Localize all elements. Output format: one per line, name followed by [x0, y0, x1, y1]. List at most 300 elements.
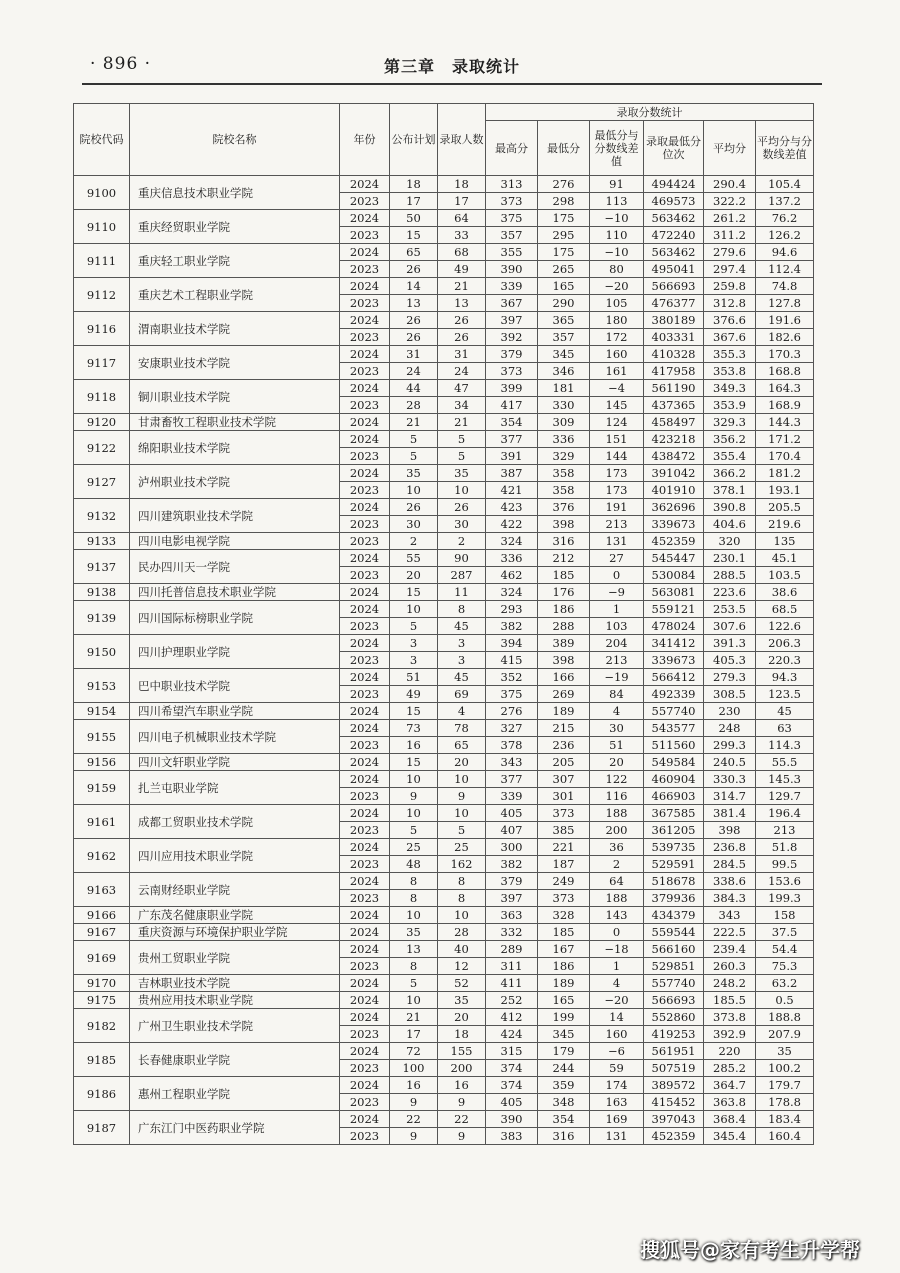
- cell-avg-diff: 0.5: [756, 992, 814, 1009]
- cell-max: 327: [486, 720, 538, 737]
- cell-min: 212: [538, 550, 590, 567]
- cell-avg: 220: [704, 1043, 756, 1060]
- cell-max: 383: [486, 1128, 538, 1145]
- school-code: 9153: [74, 669, 130, 703]
- cell-avg: 314.7: [704, 788, 756, 805]
- cell-max: 377: [486, 771, 538, 788]
- cell-max: 339: [486, 788, 538, 805]
- cell-avg-diff: 188.8: [756, 1009, 814, 1026]
- school-name: 四川托普信息技术职业学院: [130, 584, 340, 601]
- cell-enrolled: 162: [438, 856, 486, 873]
- cell-year: 2023: [340, 686, 390, 703]
- watermark: 搜狐号@家有考生升学帮: [640, 1238, 860, 1262]
- cell-min-diff: −10: [590, 210, 644, 227]
- cell-max: 379: [486, 346, 538, 363]
- cell-min: 373: [538, 805, 590, 822]
- cell-avg-diff: 105.4: [756, 176, 814, 193]
- cell-min: 385: [538, 822, 590, 839]
- cell-min-diff: 51: [590, 737, 644, 754]
- cell-min-rank: 466903: [644, 788, 704, 805]
- cell-min: 348: [538, 1094, 590, 1111]
- cell-max: 289: [486, 941, 538, 958]
- cell-min-diff: 105: [590, 295, 644, 312]
- cell-enrolled: 10: [438, 482, 486, 499]
- cell-min: 186: [538, 958, 590, 975]
- cell-enrolled: 13: [438, 295, 486, 312]
- cell-avg-diff: 122.6: [756, 618, 814, 635]
- school-code: 9156: [74, 754, 130, 771]
- cell-year: 2023: [340, 363, 390, 380]
- cell-min-diff: 213: [590, 516, 644, 533]
- cell-min-rank: 478024: [644, 618, 704, 635]
- cell-min-rank: 452359: [644, 1128, 704, 1145]
- cell-min: 330: [538, 397, 590, 414]
- school-code: 9182: [74, 1009, 130, 1043]
- cell-enrolled: 40: [438, 941, 486, 958]
- cell-avg-diff: 54.4: [756, 941, 814, 958]
- school-name: 扎兰屯职业学院: [130, 771, 340, 805]
- cell-year: 2023: [340, 329, 390, 346]
- cell-min-diff: 84: [590, 686, 644, 703]
- cell-min-rank: 410328: [644, 346, 704, 363]
- cell-avg-diff: 205.5: [756, 499, 814, 516]
- cell-min-rank: 367585: [644, 805, 704, 822]
- cell-min: 186: [538, 601, 590, 618]
- cell-avg: 392.9: [704, 1026, 756, 1043]
- school-name: 甘肃畜牧工程职业技术学院: [130, 414, 340, 431]
- cell-enrolled: 26: [438, 312, 486, 329]
- cell-enrolled: 65: [438, 737, 486, 754]
- cell-avg: 373.8: [704, 1009, 756, 1026]
- cell-min-diff: 27: [590, 550, 644, 567]
- cell-min-rank: 566412: [644, 669, 704, 686]
- cell-plan: 10: [390, 482, 438, 499]
- cell-max: 375: [486, 686, 538, 703]
- cell-year: 2023: [340, 533, 390, 550]
- school-name: 安康职业技术学院: [130, 346, 340, 380]
- school-code: 9133: [74, 533, 130, 550]
- cell-max: 367: [486, 295, 538, 312]
- cell-plan: 13: [390, 295, 438, 312]
- school-code: 9150: [74, 635, 130, 669]
- cell-min-diff: 173: [590, 482, 644, 499]
- cell-avg: 390.8: [704, 499, 756, 516]
- cell-max: 405: [486, 1094, 538, 1111]
- cell-min-diff: −6: [590, 1043, 644, 1060]
- cell-avg-diff: 158: [756, 907, 814, 924]
- table-row: [74, 635, 814, 652]
- cell-max: 421: [486, 482, 538, 499]
- table-row: [74, 1009, 814, 1026]
- cell-min: 215: [538, 720, 590, 737]
- col-header-avg: 平均分: [704, 121, 756, 176]
- cell-plan: 26: [390, 261, 438, 278]
- cell-avg-diff: 160.4: [756, 1128, 814, 1145]
- cell-min-diff: 180: [590, 312, 644, 329]
- cell-min: 221: [538, 839, 590, 856]
- school-code: 9120: [74, 414, 130, 431]
- page-number: · 896 ·: [90, 54, 152, 74]
- cell-min: 316: [538, 1128, 590, 1145]
- cell-min-rank: 495041: [644, 261, 704, 278]
- cell-year: 2024: [340, 1077, 390, 1094]
- school-code: 9111: [74, 244, 130, 278]
- cell-avg: 355.3: [704, 346, 756, 363]
- cell-min-diff: 174: [590, 1077, 644, 1094]
- page-header: [82, 52, 822, 86]
- cell-avg: 353.9: [704, 397, 756, 414]
- cell-year: 2023: [340, 448, 390, 465]
- cell-avg: 404.6: [704, 516, 756, 533]
- col-header-enrolled: 录取人数: [438, 104, 486, 176]
- cell-min-diff: 188: [590, 890, 644, 907]
- cell-year: 2023: [340, 295, 390, 312]
- school-name: 四川电子机械职业技术学院: [130, 720, 340, 754]
- cell-avg: 353.8: [704, 363, 756, 380]
- cell-enrolled: 45: [438, 618, 486, 635]
- cell-min: 316: [538, 533, 590, 550]
- cell-year: 2023: [340, 1026, 390, 1043]
- cell-enrolled: 155: [438, 1043, 486, 1060]
- cell-plan: 35: [390, 924, 438, 941]
- cell-min: 329: [538, 448, 590, 465]
- cell-min: 236: [538, 737, 590, 754]
- cell-enrolled: 47: [438, 380, 486, 397]
- cell-min: 309: [538, 414, 590, 431]
- cell-plan: 26: [390, 499, 438, 516]
- cell-avg-diff: 144.3: [756, 414, 814, 431]
- cell-plan: 2: [390, 533, 438, 550]
- cell-enrolled: 52: [438, 975, 486, 992]
- school-code: 9166: [74, 907, 130, 924]
- cell-plan: 44: [390, 380, 438, 397]
- cell-avg: 288.5: [704, 567, 756, 584]
- cell-min-rank: 552860: [644, 1009, 704, 1026]
- cell-plan: 21: [390, 414, 438, 431]
- school-name: 铜川职业技术学院: [130, 380, 340, 414]
- cell-avg-diff: 171.2: [756, 431, 814, 448]
- cell-min: 179: [538, 1043, 590, 1060]
- cell-year: 2024: [340, 414, 390, 431]
- col-header-min: 最低分: [538, 121, 590, 176]
- cell-min-diff: 160: [590, 1026, 644, 1043]
- cell-min-rank: 438472: [644, 448, 704, 465]
- cell-min: 187: [538, 856, 590, 873]
- cell-enrolled: 45: [438, 669, 486, 686]
- table-row: [74, 210, 814, 227]
- cell-min: 290: [538, 295, 590, 312]
- cell-plan: 5: [390, 618, 438, 635]
- cell-min-diff: 64: [590, 873, 644, 890]
- cell-max: 377: [486, 431, 538, 448]
- cell-avg: 259.8: [704, 278, 756, 295]
- cell-plan: 72: [390, 1043, 438, 1060]
- cell-min-rank: 397043: [644, 1111, 704, 1128]
- cell-min-rank: 494424: [644, 176, 704, 193]
- cell-avg: 248: [704, 720, 756, 737]
- cell-avg-diff: 178.8: [756, 1094, 814, 1111]
- cell-min-rank: 458497: [644, 414, 704, 431]
- cell-plan: 35: [390, 465, 438, 482]
- cell-min: 328: [538, 907, 590, 924]
- cell-year: 2024: [340, 584, 390, 601]
- cell-min: 165: [538, 992, 590, 1009]
- cell-min-diff: 103: [590, 618, 644, 635]
- school-name: 成都工贸职业技术学院: [130, 805, 340, 839]
- school-code: 9163: [74, 873, 130, 907]
- cell-min-rank: 566693: [644, 278, 704, 295]
- cell-max: 423: [486, 499, 538, 516]
- cell-enrolled: 2: [438, 533, 486, 550]
- cell-year: 2024: [340, 839, 390, 856]
- cell-enrolled: 8: [438, 890, 486, 907]
- table-row: [74, 499, 814, 516]
- school-code: 9117: [74, 346, 130, 380]
- col-header-year: 年份: [340, 104, 390, 176]
- cell-min-rank: 423218: [644, 431, 704, 448]
- table-row: [74, 941, 814, 958]
- cell-max: 399: [486, 380, 538, 397]
- cell-min-rank: 563462: [644, 210, 704, 227]
- cell-avg: 239.4: [704, 941, 756, 958]
- cell-avg: 230.1: [704, 550, 756, 567]
- cell-avg-diff: 213: [756, 822, 814, 839]
- cell-enrolled: 17: [438, 193, 486, 210]
- school-code: 9167: [74, 924, 130, 941]
- cell-max: 315: [486, 1043, 538, 1060]
- cell-enrolled: 8: [438, 873, 486, 890]
- cell-min: 345: [538, 346, 590, 363]
- header-rule: [82, 83, 822, 85]
- cell-avg-diff: 55.5: [756, 754, 814, 771]
- cell-max: 293: [486, 601, 538, 618]
- school-name: 广州卫生职业技术学院: [130, 1009, 340, 1043]
- table-row: [74, 431, 814, 448]
- cell-min: 354: [538, 1111, 590, 1128]
- school-code: 9162: [74, 839, 130, 873]
- cell-min: 189: [538, 975, 590, 992]
- cell-avg: 307.6: [704, 618, 756, 635]
- cell-min-diff: −19: [590, 669, 644, 686]
- cell-avg-diff: 182.6: [756, 329, 814, 346]
- cell-plan: 5: [390, 448, 438, 465]
- cell-year: 2023: [340, 1128, 390, 1145]
- cell-year: 2023: [340, 227, 390, 244]
- cell-min-diff: 173: [590, 465, 644, 482]
- cell-avg-diff: 123.5: [756, 686, 814, 703]
- cell-avg-diff: 135: [756, 533, 814, 550]
- table-row: [74, 414, 814, 431]
- cell-min-diff: 113: [590, 193, 644, 210]
- cell-avg-diff: 126.2: [756, 227, 814, 244]
- school-name: 云南财经职业学院: [130, 873, 340, 907]
- school-name: 重庆艺术工程职业学院: [130, 278, 340, 312]
- table-row: [74, 533, 814, 550]
- school-name: 巴中职业技术学院: [130, 669, 340, 703]
- cell-min: 176: [538, 584, 590, 601]
- cell-max: 407: [486, 822, 538, 839]
- cell-max: 374: [486, 1077, 538, 1094]
- cell-enrolled: 21: [438, 414, 486, 431]
- cell-avg-diff: 51.8: [756, 839, 814, 856]
- cell-enrolled: 28: [438, 924, 486, 941]
- cell-min: 359: [538, 1077, 590, 1094]
- cell-avg-diff: 206.3: [756, 635, 814, 652]
- cell-year: 2024: [340, 1043, 390, 1060]
- school-code: 9118: [74, 380, 130, 414]
- cell-year: 2024: [340, 941, 390, 958]
- cell-year: 2023: [340, 516, 390, 533]
- cell-max: 357: [486, 227, 538, 244]
- cell-min-diff: 122: [590, 771, 644, 788]
- cell-avg-diff: 191.6: [756, 312, 814, 329]
- cell-min-diff: 0: [590, 924, 644, 941]
- cell-enrolled: 8: [438, 601, 486, 618]
- cell-year: 2023: [340, 958, 390, 975]
- school-code: 9155: [74, 720, 130, 754]
- cell-min-rank: 434379: [644, 907, 704, 924]
- cell-enrolled: 21: [438, 278, 486, 295]
- cell-year: 2024: [340, 601, 390, 618]
- cell-year: 2024: [340, 771, 390, 788]
- cell-min: 205: [538, 754, 590, 771]
- cell-min: 276: [538, 176, 590, 193]
- school-code: 9154: [74, 703, 130, 720]
- cell-enrolled: 3: [438, 635, 486, 652]
- cell-plan: 15: [390, 584, 438, 601]
- cell-max: 354: [486, 414, 538, 431]
- school-name: 四川护理职业学院: [130, 635, 340, 669]
- cell-avg-diff: 114.3: [756, 737, 814, 754]
- cell-year: 2024: [340, 975, 390, 992]
- cell-avg: 398: [704, 822, 756, 839]
- cell-min: 358: [538, 482, 590, 499]
- cell-min-diff: 145: [590, 397, 644, 414]
- cell-max: 373: [486, 193, 538, 210]
- cell-min-rank: 437365: [644, 397, 704, 414]
- cell-year: 2024: [340, 380, 390, 397]
- cell-min-rank: 530084: [644, 567, 704, 584]
- cell-enrolled: 20: [438, 754, 486, 771]
- cell-plan: 30: [390, 516, 438, 533]
- cell-year: 2024: [340, 312, 390, 329]
- cell-plan: 26: [390, 312, 438, 329]
- cell-plan: 15: [390, 227, 438, 244]
- cell-min-diff: 131: [590, 1128, 644, 1145]
- cell-min-rank: 417958: [644, 363, 704, 380]
- school-name: 吉林职业技术学院: [130, 975, 340, 992]
- cell-year: 2023: [340, 737, 390, 754]
- cell-plan: 24: [390, 363, 438, 380]
- cell-min: 199: [538, 1009, 590, 1026]
- cell-enrolled: 3: [438, 652, 486, 669]
- cell-avg: 299.3: [704, 737, 756, 754]
- cell-avg: 355.4: [704, 448, 756, 465]
- cell-plan: 16: [390, 737, 438, 754]
- cell-min-rank: 561951: [644, 1043, 704, 1060]
- cell-avg: 230: [704, 703, 756, 720]
- cell-avg: 236.8: [704, 839, 756, 856]
- cell-avg-diff: 220.3: [756, 652, 814, 669]
- cell-min: 345: [538, 1026, 590, 1043]
- school-name: 广东茂名健康职业学院: [130, 907, 340, 924]
- cell-year: 2023: [340, 1060, 390, 1077]
- cell-avg: 240.5: [704, 754, 756, 771]
- cell-year: 2023: [340, 856, 390, 873]
- cell-min-diff: 116: [590, 788, 644, 805]
- cell-min: 295: [538, 227, 590, 244]
- cell-min-rank: 511560: [644, 737, 704, 754]
- cell-avg: 312.8: [704, 295, 756, 312]
- cell-min-diff: 2: [590, 856, 644, 873]
- cell-max: 324: [486, 584, 538, 601]
- cell-max: 397: [486, 312, 538, 329]
- cell-year: 2024: [340, 465, 390, 482]
- cell-avg-diff: 137.2: [756, 193, 814, 210]
- cell-min: 358: [538, 465, 590, 482]
- cell-enrolled: 25: [438, 839, 486, 856]
- table-row: [74, 346, 814, 363]
- cell-avg: 349.3: [704, 380, 756, 397]
- school-name: 重庆资源与环境保护职业学院: [130, 924, 340, 941]
- cell-min: 244: [538, 1060, 590, 1077]
- school-name: 四川国际标榜职业学院: [130, 601, 340, 635]
- cell-avg: 297.4: [704, 261, 756, 278]
- cell-max: 387: [486, 465, 538, 482]
- cell-min-diff: 172: [590, 329, 644, 346]
- cell-avg: 376.6: [704, 312, 756, 329]
- cell-max: 339: [486, 278, 538, 295]
- school-code: 9175: [74, 992, 130, 1009]
- cell-plan: 13: [390, 941, 438, 958]
- cell-avg-diff: 145.3: [756, 771, 814, 788]
- cell-min-rank: 566693: [644, 992, 704, 1009]
- cell-avg: 222.5: [704, 924, 756, 941]
- cell-plan: 51: [390, 669, 438, 686]
- cell-enrolled: 64: [438, 210, 486, 227]
- cell-max: 392: [486, 329, 538, 346]
- cell-min-rank: 361205: [644, 822, 704, 839]
- cell-min: 346: [538, 363, 590, 380]
- cell-avg: 338.6: [704, 873, 756, 890]
- cell-min: 165: [538, 278, 590, 295]
- cell-min-diff: −18: [590, 941, 644, 958]
- cell-min-diff: 200: [590, 822, 644, 839]
- cell-min-diff: 0: [590, 567, 644, 584]
- cell-min-diff: 91: [590, 176, 644, 193]
- cell-max: 424: [486, 1026, 538, 1043]
- cell-max: 378: [486, 737, 538, 754]
- cell-enrolled: 200: [438, 1060, 486, 1077]
- cell-enrolled: 9: [438, 1128, 486, 1145]
- cell-year: 2024: [340, 346, 390, 363]
- cell-plan: 5: [390, 431, 438, 448]
- cell-avg: 290.4: [704, 176, 756, 193]
- cell-min: 373: [538, 890, 590, 907]
- table-row: [74, 380, 814, 397]
- cell-min-rank: 543577: [644, 720, 704, 737]
- cell-plan: 3: [390, 635, 438, 652]
- cell-avg: 391.3: [704, 635, 756, 652]
- cell-avg-diff: 63.2: [756, 975, 814, 992]
- cell-enrolled: 10: [438, 805, 486, 822]
- school-name: 贵州应用技术职业学院: [130, 992, 340, 1009]
- cell-year: 2024: [340, 754, 390, 771]
- cell-max: 352: [486, 669, 538, 686]
- cell-min-diff: 143: [590, 907, 644, 924]
- school-code: 9159: [74, 771, 130, 805]
- cell-avg-diff: 181.2: [756, 465, 814, 482]
